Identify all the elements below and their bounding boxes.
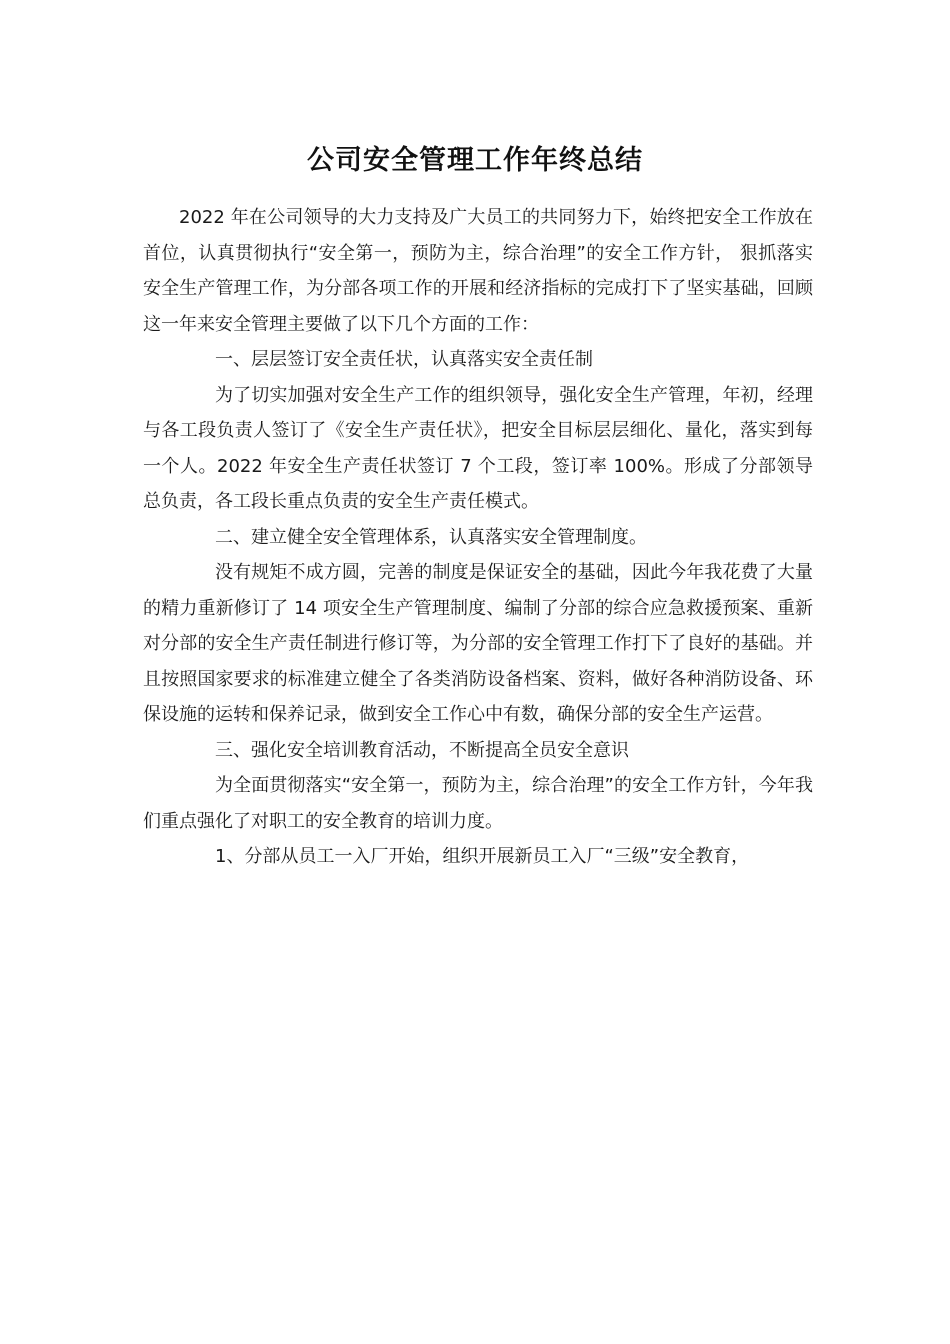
paragraph-section-1: 为了切实加强对安全生产工作的组织领导，强化安全生产管理，年初，经理与各工段负责人签订了《安全生产责任状》，把安全目标层层细化、量化，落实到每一个人。2022 年安全生产责任状签订 7 个工段，签订率 100%。形成了分部领导总负责，各工段长重点负责的安全生产责任模式。 xyxy=(143,384,813,512)
document-body xyxy=(143,200,813,875)
section-heading-1: 一、层层签订安全责任状，认真落实安全责任制 xyxy=(215,349,593,370)
section-heading-2: 二、建立健全安全管理体系，认真落实安全管理制度。 xyxy=(215,526,647,548)
paragraph-section-2: 没有规矩不成方圆，完善的制度是保证安全的基础，因此今年我花费了大量的精力重新修订了 14 项安全生产管理制度、编制了分部的综合应急救援预案、重新对分部的安全生产责任制进行修订等，为分部的安全管理工作打下了良好的基础。并且按照国家要求的标准建立健全了各类消防设备档案、资料，做好各种消防设备、环保设施的运转和保养记录，做到安全工作心中有数，确保分部的安全生产运营。 xyxy=(143,562,813,725)
paragraph-intro: 2022 年在公司领导的大力支持及广大员工的共同努力下，始终把安全工作放在首位，认真贯彻执行“安全第一，预防为主，综合治理”的安全工作方针， 狠抓落实安全生产管理工作，为分部各项工作的开展和经济指标的完成打下了坚实基础，回顾这一年来安全管理主要做了以下几个方面的工作： xyxy=(143,207,813,335)
section-heading-3: 三、强化安全培训教育活动，不断提高全员安全意识 xyxy=(215,739,629,761)
document-title: 公司安全管理工作年终总结 xyxy=(307,145,643,176)
paragraph-section-3: 为全面贯彻落实“安全第一，预防为主，综合治理”的安全工作方针，今年我们重点强化了对职工的安全教育的培训力度。 xyxy=(143,775,813,832)
list-item-1: 1、分部从员工一入厂开始，组织开展新员工入厂“三级”安全教育， xyxy=(215,846,750,867)
